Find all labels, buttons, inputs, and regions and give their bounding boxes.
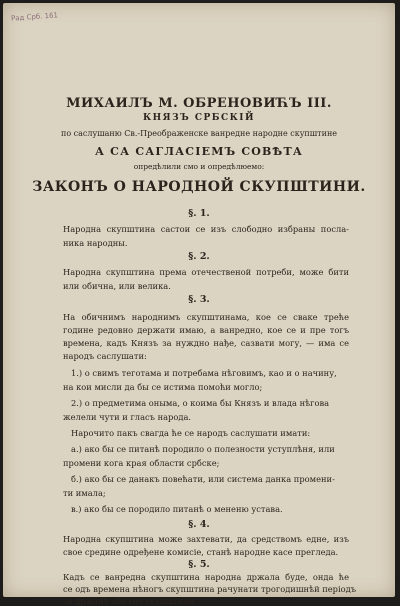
section-5-heading: §. 5. [188, 559, 210, 570]
preamble-line-2: А СА САГЛАСІЕМЪ СОВѢТА [94, 145, 303, 158]
section-2-line: или обична, или велика. [63, 281, 171, 291]
section-3-line: године редовно держати имаю, а ванредно, кое се и пре тогъ [63, 325, 349, 335]
section-3-line: 2.) о предметима оныма, о коима бы Князъ и влада нѣгова [71, 398, 330, 408]
section-3-line: На обичнимъ народнимъ скупштинама, кое се сваке треће [63, 312, 349, 322]
section-3-heading: §. 3. [188, 294, 210, 305]
section-5-line: за држанѣ обичне скупштине. [63, 596, 197, 606]
section-3-line: в.) ако бы се породило питанѣ о мененю устава. [71, 504, 283, 514]
preamble-line-1: по саслушаню Св.-Преображенске ванредне народне скупштине [60, 129, 338, 138]
section-3-line: 1.) о свимъ теготама и потребама нѣговимъ, као и о начину, [71, 368, 337, 378]
preamble-line-3: опредѣлили смо и опредѣлюемо: [133, 162, 265, 171]
pencil-archive-note: Рад Срб. 161 [10, 11, 59, 23]
ruler-title: КНЯЗЪ СРБСКІЙ [142, 113, 256, 123]
section-3-line: б.) ако бы се данакъ повећати, или система данка промени- [71, 474, 335, 484]
section-3-line: на кои мисли да бы се истима помоћи могло; [63, 382, 263, 392]
section-1-heading: §. 1. [188, 208, 210, 219]
law-title: ЗАКОНЪ О НАРОДНОЙ СКУПШТИНИ. [32, 179, 366, 195]
section-3-line: времена, кадъ Князъ за нуждно нађе, сазвати могу, — има се [63, 338, 349, 348]
section-1-line: ника народны. [63, 238, 128, 248]
section-1-line: Народна скупштина састои се изъ слободно избраны посла- [63, 224, 349, 234]
ruler-name: МИХАИЛЪ М. ОБРЕНОВИЋЪ III. [66, 96, 332, 111]
section-3-line: народъ саслушати: [63, 351, 147, 361]
section-4-heading: §. 4. [188, 519, 210, 530]
section-4-line: Народна скупштина може захтевати, да средствомъ едне, изъ [63, 534, 349, 544]
section-2-heading: §. 2. [188, 251, 210, 262]
section-3-line: промени кога края области србске; [63, 458, 220, 468]
section-4-line: свое средине одређене комисіе, станѣ народне касе прегледа. [63, 547, 339, 557]
section-3-line: а.) ако бы се питанѣ породило о полезности уступлѣня, или [71, 444, 335, 454]
section-5-line: Кадъ се ванредна скупштина народна држала буде, онда ће [63, 572, 349, 582]
section-3-line: желели чути и гласъ народа. [63, 412, 192, 422]
section-3-line: Нарочито пакъ свагда ће се народъ саслушати имати: [71, 428, 311, 438]
section-2-line: Народна скупштина према отечественой потреби, може бити [63, 267, 349, 277]
section-5-line: се одъ времена нѣногъ скупштина рачунати трогодишнѣй періодъ [63, 584, 357, 594]
section-3-line: ти имала; [63, 488, 106, 498]
document-page [3, 3, 395, 606]
